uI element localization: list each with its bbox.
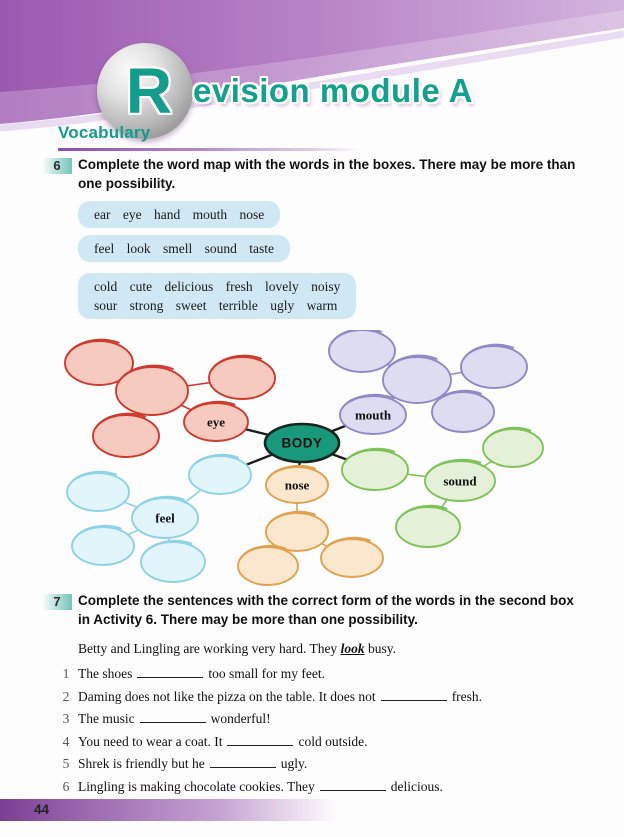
wordmap-node-label: sound bbox=[443, 473, 477, 489]
wordmap-node-eye bbox=[184, 402, 248, 441]
section-underline bbox=[58, 148, 360, 151]
answer-blank bbox=[140, 710, 206, 723]
wordmap-node-p3 bbox=[461, 345, 527, 388]
wordmap-node-c1 bbox=[189, 455, 251, 494]
sentence-post: wonderful! bbox=[210, 711, 271, 726]
title-initial: R bbox=[125, 55, 173, 127]
wordmap-node-feel bbox=[132, 497, 198, 538]
section-heading: Vocabulary bbox=[58, 123, 151, 142]
wordmap-node-p1 bbox=[329, 330, 395, 372]
page-title: evision module A bbox=[193, 72, 473, 109]
wordmap-node-c2 bbox=[67, 472, 129, 511]
sentence-pre: Shrek is friendly but he bbox=[78, 756, 205, 771]
wordmap-node-o3 bbox=[321, 538, 383, 577]
wordmap-node-r4 bbox=[93, 414, 159, 457]
sentence-list bbox=[60, 663, 600, 798]
answer-blank bbox=[320, 778, 386, 791]
answer-blank bbox=[227, 733, 293, 746]
sentence-post: too small for my feet. bbox=[208, 666, 325, 681]
wordmap-node-p2 bbox=[383, 356, 451, 403]
footer-page-bar bbox=[0, 799, 338, 821]
sentence-pre: Lingling is making chocolate cookies. They bbox=[78, 778, 315, 794]
word-box-line: cold cute delicious fresh lovely noisy bbox=[94, 279, 341, 294]
sentence-post: delicious. bbox=[390, 778, 443, 794]
sentence-item bbox=[60, 753, 600, 776]
wordmap-node-c4 bbox=[141, 541, 205, 582]
sentence-number: 6 bbox=[62, 778, 70, 794]
wordmap-node-sound bbox=[425, 460, 495, 501]
wordmap-node-g1 bbox=[342, 449, 408, 490]
wordmap-node-label: BODY bbox=[281, 435, 323, 451]
wordmap-node-o2 bbox=[238, 546, 298, 585]
wordmap-node-g2 bbox=[483, 428, 543, 467]
answer-blank bbox=[381, 688, 447, 701]
wordmap-node-label: feel bbox=[155, 510, 175, 526]
exercise7-number-badge: 7 bbox=[42, 594, 72, 610]
word-box-line: sour strong sweet terrible ugly warm bbox=[94, 298, 338, 313]
sentence-number: 2 bbox=[62, 688, 70, 704]
sentence-post: cold outside. bbox=[298, 733, 368, 749]
word-box-line: ear eye hand mouth nose bbox=[94, 207, 265, 222]
wordmap-node-c3 bbox=[72, 526, 134, 565]
exercise6-instruction: Complete the word map with the words in the boxes. There may be more than one possibility. bbox=[78, 157, 576, 191]
wordmap-node-label: eye bbox=[206, 414, 226, 430]
wordmap-node-BODY bbox=[265, 424, 339, 462]
sentence-number: 1 bbox=[62, 666, 70, 681]
word-box-adjectives bbox=[78, 273, 356, 319]
wordmap-node-label: nose bbox=[284, 477, 310, 493]
wordmap-node-nose bbox=[266, 466, 328, 503]
wordmap-node-p4 bbox=[432, 391, 494, 432]
sentence-item bbox=[60, 663, 600, 686]
example-answer-word: look bbox=[340, 641, 365, 656]
sentence-number: 4 bbox=[62, 733, 70, 749]
exercise7-instruction: Complete the sentences with the correct form of the words in the second box in Activity 6. There may be more than one possibility. bbox=[78, 593, 574, 627]
sentence-post: ugly. bbox=[280, 756, 308, 771]
answer-blank bbox=[137, 665, 203, 678]
sentence-post: fresh. bbox=[451, 688, 483, 704]
answer-blank bbox=[210, 755, 276, 768]
wordmap-node-r2 bbox=[116, 366, 188, 415]
example-post: busy. bbox=[367, 641, 396, 656]
example-pre: Betty and Lingling are working very hard. They bbox=[78, 641, 338, 656]
sentence-pre: The shoes bbox=[78, 666, 133, 681]
sentence-pre: Daming does not like the pizza on the table. It does not bbox=[78, 688, 376, 704]
sentence-pre: You need to wear a coat. It bbox=[78, 733, 223, 749]
word-box-line: feel look smell sound taste bbox=[94, 241, 274, 256]
exercise7-example bbox=[78, 641, 396, 657]
wordmap-node-r3 bbox=[209, 356, 275, 399]
wordmap-node-mouth bbox=[340, 395, 406, 434]
sentence-item bbox=[60, 686, 600, 709]
wordmap-node-label: mouth bbox=[354, 407, 392, 423]
word-map-svg bbox=[0, 330, 624, 592]
word-box-verbs bbox=[78, 235, 290, 262]
sentence-item bbox=[60, 731, 600, 754]
exercise6-number-badge: 6 bbox=[42, 158, 72, 174]
sentence-item bbox=[60, 776, 600, 799]
sentence-pre: The music bbox=[78, 711, 135, 726]
wordmap-node-g3 bbox=[396, 506, 460, 547]
sentence-number: 5 bbox=[62, 756, 70, 771]
word-box-nouns bbox=[78, 201, 280, 228]
sentence-item bbox=[60, 708, 600, 731]
sentence-number: 3 bbox=[62, 711, 70, 726]
page-number: 44 bbox=[34, 802, 50, 817]
